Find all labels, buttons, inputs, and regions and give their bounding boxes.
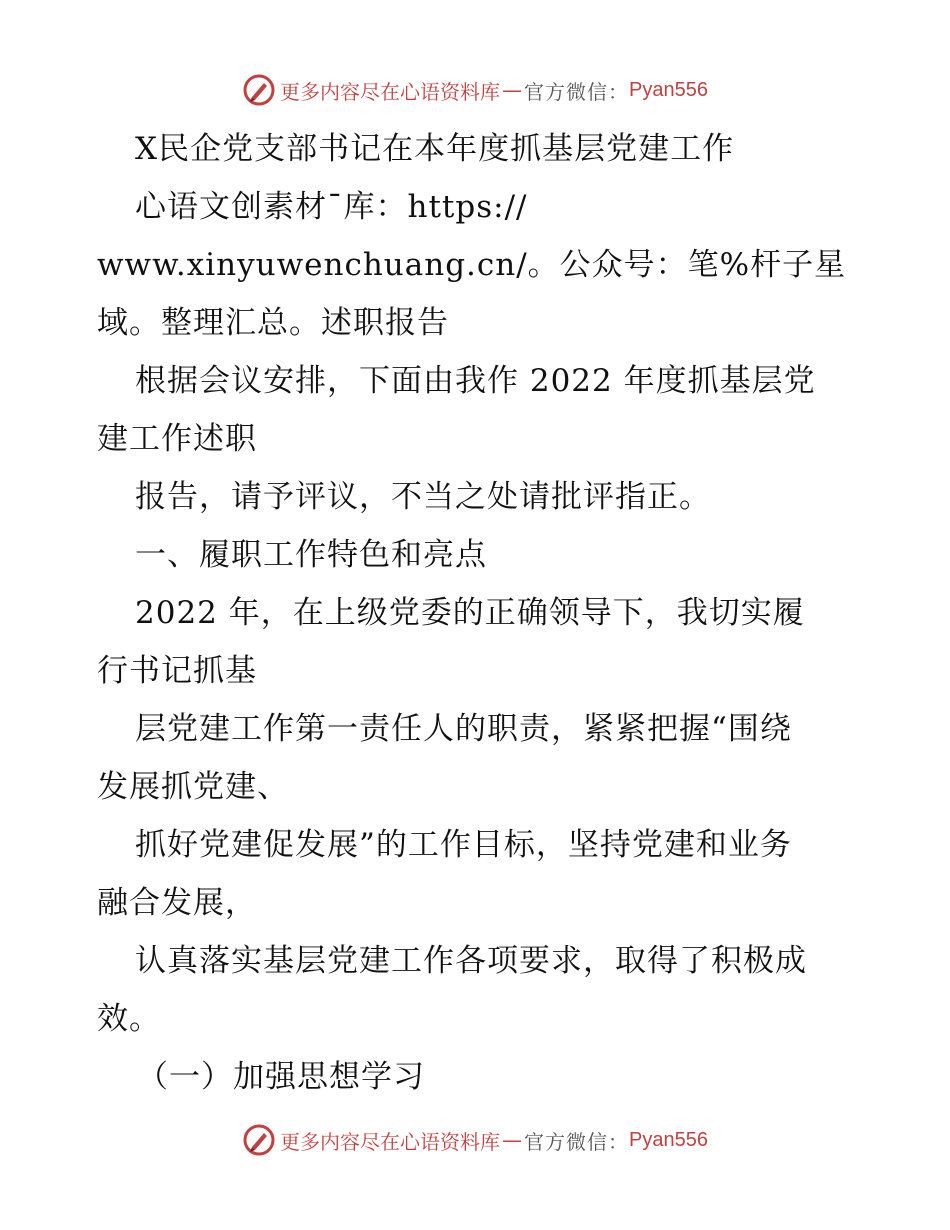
watermark-wechat-id: Pyan556 [629, 78, 708, 101]
document-body [97, 120, 857, 1106]
watermark-site-text: 更多内容尽在心语资料库 [280, 79, 501, 104]
section-heading: 一、履职工作特色和亮点 [135, 537, 487, 573]
pen-logo-icon [242, 1123, 276, 1157]
paragraph-line: 行书记抓基 [97, 653, 257, 689]
document-title-line-4: 域。整理汇总。述职报告 [97, 305, 449, 341]
watermark-wechat-label: 官方微信： [524, 79, 630, 104]
document-title-line-3: www.xinyuwenchuang.cn/。公众号：笔%杆子星 [97, 247, 847, 283]
watermark-separator: — [502, 1128, 523, 1152]
document-title-line-1: X民企党支部书记在本年度抓基层党建工作 [135, 131, 735, 167]
paragraph-line: 抓好党建促发展”的工作目标，坚持党建和业务 [135, 827, 792, 863]
paragraph-line: 层党建工作第一责任人的职责，紧紧把握“围绕 [135, 711, 792, 747]
paragraph-line: 融合发展， [97, 885, 257, 921]
subsection-heading: （一）加强思想学习 [137, 1059, 425, 1095]
watermark-site-text: 更多内容尽在心语资料库 [280, 1129, 501, 1154]
header-watermark [0, 70, 950, 110]
footer-watermark [0, 1120, 950, 1160]
paragraph-line: 建工作述职 [97, 421, 257, 457]
document-title-line-2: 心语文创素材¯库：https:// [135, 189, 528, 225]
watermark-wechat-id: Pyan556 [629, 1128, 708, 1151]
paragraph-line: 效。 [97, 1001, 161, 1037]
paragraph-line: 2022 年，在上级党委的正确领导下，我切实履 [135, 595, 805, 631]
paragraph-line: 根据会议安排，下面由我作 2022 年度抓基层党 [135, 363, 816, 399]
watermark-separator: — [502, 78, 523, 102]
pen-logo-icon [242, 73, 276, 107]
paragraph-line: 认真落实基层党建工作各项要求，取得了积极成 [135, 943, 807, 979]
watermark-wechat-label: 官方微信： [524, 1129, 630, 1154]
paragraph-line: 发展抓党建、 [97, 769, 289, 805]
paragraph-line: 报告，请予评议，不当之处请批评指正。 [135, 479, 711, 515]
